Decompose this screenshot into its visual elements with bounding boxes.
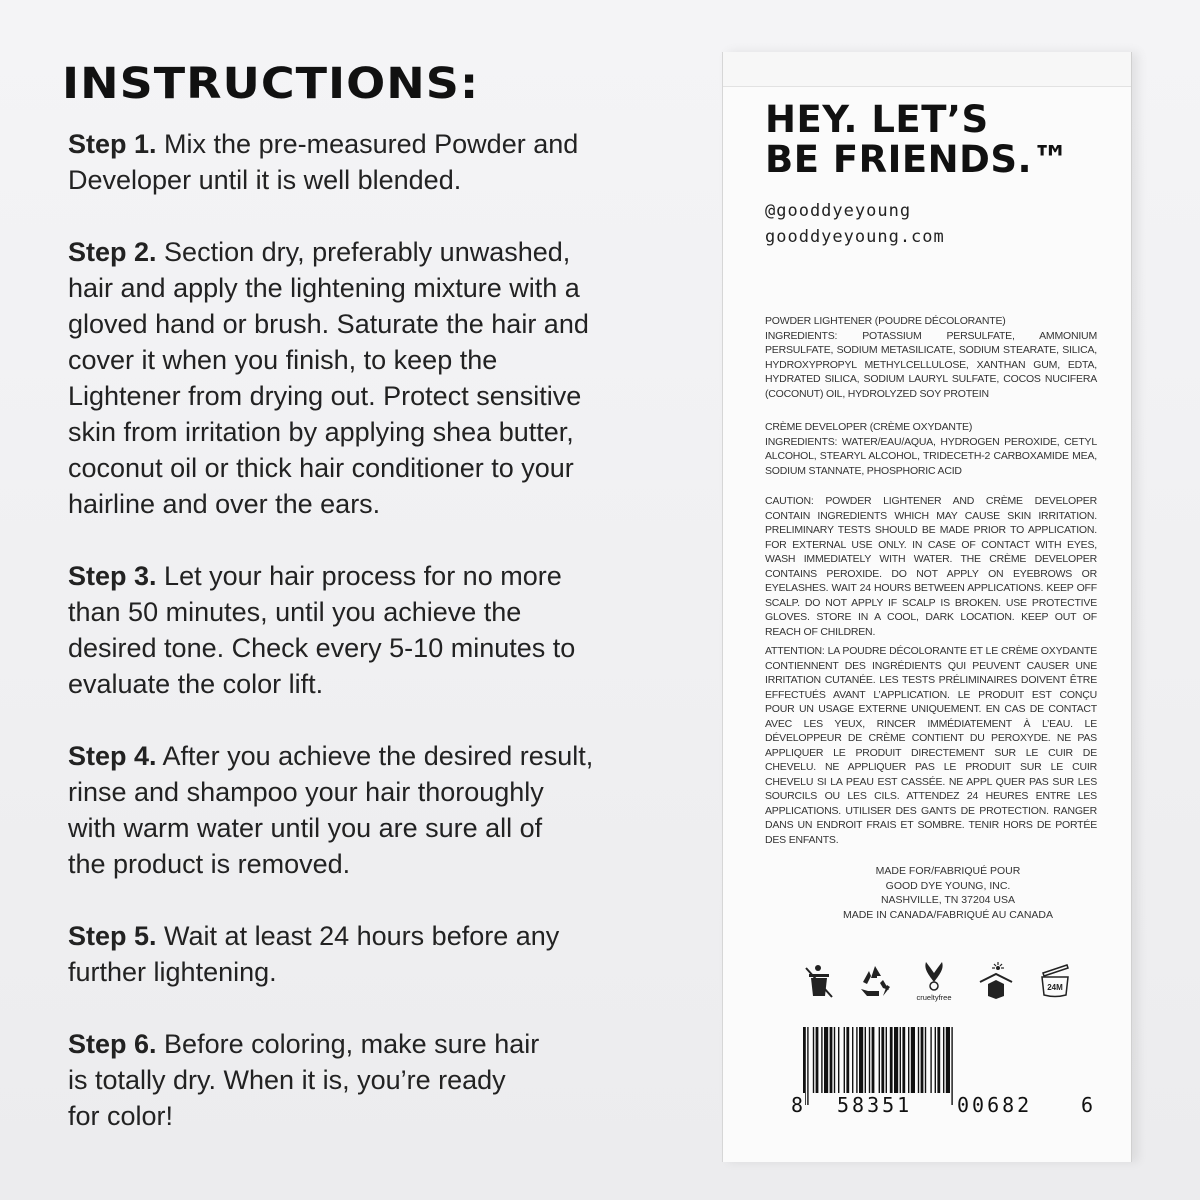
barcode-bar [872, 1027, 875, 1093]
barcode-bar [890, 1027, 893, 1093]
symbol-row [803, 960, 1073, 1002]
barcode-check-digit: 6 [1081, 1093, 1094, 1117]
barcode [789, 1027, 1094, 1117]
barcode-bar [807, 1027, 808, 1105]
step-label: Step 2. [68, 237, 157, 267]
barcode-bar [902, 1027, 905, 1093]
barcode-bar [918, 1027, 919, 1093]
made-line: NASHVILLE, TN 37204 USA [880, 894, 1016, 906]
keep-dry-box-icon [976, 962, 1016, 1000]
barcode-bar [937, 1027, 940, 1093]
barcode-bar [911, 1027, 915, 1093]
barcode-right-digits: 00682 [957, 1093, 1033, 1117]
step-text: Let your hair process for no more than 50 minutes, until you achieve the desired tone. Check every 5-10 minutes to evaluate the color lift. [68, 561, 576, 699]
barcode-bar [894, 1027, 898, 1093]
instruction-step [68, 234, 702, 522]
step-label: Step 6. [68, 1029, 157, 1059]
developer-ingredients: INGREDIENTS: WATER/EAU/AQUA, HYDROGEN PEROXIDE, CETYL ALCOHOL, STEARYL ALCOHOL, TRIDECETH-2 CARBOXAMIDE MEA, SODIUM STANNATE, PHOSPHORIC ACID [765, 435, 1097, 477]
step-text: Mix the pre-measured Powder and Developer until it is well blended. [68, 129, 579, 195]
jar-24m-icon [1037, 963, 1073, 999]
developer-ingredients-block [765, 420, 1097, 478]
cruelty-free-label: crueltyfree [916, 993, 952, 1002]
instruction-step [68, 126, 702, 198]
instruction-step [68, 558, 702, 702]
powder-ingredients: INGREDIENTS: POTASSIUM PERSULFATE, AMMONIUM PERSULFATE, SODIUM METASILICATE, SODIUM STEARATE, SILICA, HYDROXYPROPYL METHYLCELLULOSE, XANTHAN GUM, EDTA, HYDRATED SILICA, SODIUM LAURYL SULFATE, COCOS NUCIFERA (COCONUT) OIL, HYDROLYZED SOY PROTEIN [765, 329, 1097, 400]
barcode-bar [856, 1027, 857, 1093]
made-line: MADE FOR/FABRIQUÉ POUR [875, 865, 1021, 877]
product-box-back [722, 52, 1132, 1162]
barcode-first-digit: 8 [791, 1093, 804, 1117]
barcode-bar [869, 1027, 870, 1093]
step-label: Step 1. [68, 129, 157, 159]
powder-ingredients-block [765, 314, 1097, 401]
barcode-bar [824, 1027, 828, 1093]
barcode-bar [886, 1027, 887, 1093]
barcode-bar [852, 1027, 853, 1093]
barcode-bar [951, 1027, 952, 1105]
barcode-bar [943, 1027, 944, 1093]
barcode-bar [834, 1027, 835, 1093]
barcode-bar [930, 1027, 931, 1093]
barcode-bar [946, 1027, 950, 1093]
pao-label: 24M [1047, 983, 1063, 992]
barcode-bar [859, 1027, 863, 1093]
barcode-bar [935, 1027, 936, 1093]
barcode-bar [830, 1027, 833, 1093]
developer-title: CRÈME DEVELOPER (CRÈME OXYDANTE) [765, 421, 973, 433]
barcode-bar [838, 1027, 839, 1093]
instruction-step [68, 918, 702, 990]
barcode-bar [865, 1027, 866, 1093]
made-line: MADE IN CANADA/FABRIQUÉ AU CANADA [842, 908, 1054, 921]
instruction-step [68, 1026, 702, 1134]
made-line: GOOD DYE YOUNG, INC. [885, 879, 1011, 892]
step-label: Step 3. [68, 561, 157, 591]
social-handle: @gooddyeyoung gooddyeyoung.com [765, 201, 945, 247]
attention-text: ATTENTION: LA POUDRE DÉCOLORANTE ET LE CRÈME OXYDANTE CONTIENNENT DES INGRÉDIENTS QUI PEUVENT CAUSER UNE IRRITATION CUTANÉE. LES TESTS PRÉLIMINAIRES DOIVENT ÊTRE EFFECTUÉS AVANT L’APPLICATION. LE PRODUIT EST CONÇU POUR UN USAGE EXTERNE UNIQUEMENT. EN CAS DE CONTACT AVEC LES YEUX, RINCER IMMÉDIATEMENT À L’EAU. LE DÉVELOPPEUR DE CRÈME CONTIENT DU PEROXYDE. NE PAS APPLIQUER LE PRODUIT DIRECTEMENT SUR LE CUIR DE CHEVELU. NE APPLIQUER PAS LE PRODUIT SUR LE CUIR CHEVELU SI LA PEAU EST CASSÉE. NE APPL QUER PAS SUR LES SOURCILS OU LES CILS. ATTENDEZ 24 HEURES ENTRE LES APPLICATIONS. UTILISER DES GANTS DE PROTECTION. RANGER DANS UN ENDROIT FRAIS ET SOMBRE. TENIR HORS DE PORTÉE DES ENFANTS. [765, 645, 1097, 846]
instruction-step [68, 738, 702, 882]
step-text: Section dry, preferably unwashed, hair and apply the lightening mixture with a gloved hand or brush. Saturate the hair and cover it when you finish, to keep the Lightener from drying out. Protect sensitive skin from irritation by applying shea butter, coconut oil or thick hair conditioner to your hairline and over the ears. [68, 237, 589, 519]
trash-bin-icon [803, 964, 835, 998]
instructions-heading: INSTRUCTIONS: [62, 58, 480, 108]
barcode-left-digits: 58351 [837, 1093, 913, 1117]
slogan: HEY. LET’S BE FRIENDS.™ [765, 98, 1070, 181]
step-label: Step 5. [68, 921, 157, 951]
step-text: Before coloring, make sure hair is totally dry. When it is, you’re ready for color! [68, 1029, 540, 1131]
barcode-bar [821, 1027, 822, 1093]
manufacturer-info [803, 864, 1093, 922]
step-label: Step 4. [68, 741, 157, 771]
cruelty-free-icon [914, 960, 954, 1002]
box-top-flap [723, 52, 1131, 87]
barcode-bar [816, 1027, 819, 1093]
barcode-bar [846, 1027, 849, 1093]
barcode-bar [925, 1027, 926, 1093]
barcode-bar [813, 1027, 814, 1093]
recycle-icon [857, 963, 893, 999]
barcode-bar [921, 1027, 924, 1093]
caution-text: CAUTION: POWDER LIGHTENER AND CRÈME DEVELOPER CONTAIN INGREDIENTS WHICH MAY CAUSE SKIN IRRITATION. PRELIMINARY TESTS SHOULD BE MADE PRIOR TO APPLICATION. FOR EXTERNAL USE ONLY. IN CASE OF CONTACT WITH EYES, WASH IMMEDIATELY WITH WATER. THE CRÈME DEVELOPER CONTAINS PEROXIDE. DO NOT APPLY ON EYEBROWS OR EYELASHES. WAIT 24 HOURS BETWEEN APPLICATIONS. KEEP OFF SCALP. DO NOT APPLY IF SCALP IS BROKEN. USE PROTECTIVE GLOVES. STORE IN A COOL, DARK LOCATION. KEEP OUT OF REACH OF CHILDREN. [765, 495, 1097, 638]
step-text: Wait at least 24 hours before any further lightening. [68, 921, 560, 987]
powder-title: POWDER LIGHTENER (POUDRE DÉCOLORANTE) [765, 315, 1006, 327]
barcode-bar [900, 1027, 901, 1093]
barcode-bar [844, 1027, 845, 1093]
step-text: After you achieve the desired result, rinse and shampoo your hair thoroughly with warm water until you are sure all of the product is removed. [68, 741, 594, 879]
barcode-bar [908, 1027, 909, 1093]
instructions-panel [62, 58, 702, 1170]
